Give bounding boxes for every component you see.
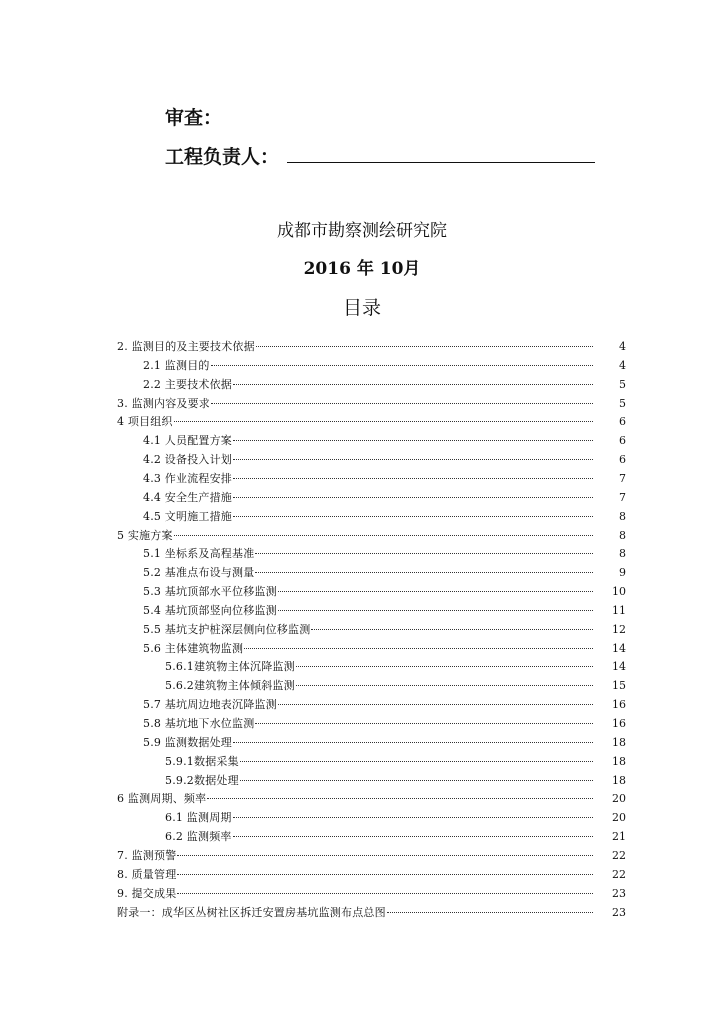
toc-leader-dots (278, 580, 593, 592)
toc-entry-page-number: 10 (612, 585, 626, 598)
toc-entry-page-number: 20 (612, 792, 626, 805)
toc-leader-dots (211, 354, 593, 366)
toc-entry-label: 5.9 监测数据处理 (143, 736, 232, 749)
review-label: 审查： (165, 107, 223, 129)
toc-leader-dots (240, 769, 593, 781)
toc-leader-dots (233, 505, 593, 517)
toc-entry-page-number: 7 (619, 491, 626, 504)
toc-entry-page-number: 6 (619, 434, 626, 447)
toc-entry-page-number: 18 (612, 774, 626, 787)
toc-entry-page-number: 7 (619, 472, 626, 485)
toc-entry-label: 附录一：成华区丛树社区拆迁安置房基坑监测布点总图 (117, 906, 386, 919)
toc-entry-label: 5.6.1建筑物主体沉降监测 (165, 660, 295, 673)
toc-entry-page-number: 9 (619, 566, 626, 579)
toc-leader-dots (256, 335, 593, 347)
toc-leader-dots (233, 486, 593, 498)
toc-entry-label: 5.5 基坑支护桩深层侧向位移监测 (143, 623, 311, 636)
toc-entry-label: 4.5 文明施工措施 (143, 510, 232, 523)
toc-leader-dots (387, 901, 593, 913)
toc-entry-label: 5.6.2建筑物主体倾斜监测 (165, 679, 295, 692)
toc-entry-label: 5.9.1数据采集 (165, 755, 239, 768)
toc-leader-dots (240, 750, 593, 762)
toc-entry-label: 6 监测周期、频率 (117, 792, 207, 805)
toc-entry-page-number: 4 (619, 340, 626, 353)
toc-leader-dots (233, 373, 593, 385)
toc-leader-dots (255, 561, 593, 573)
toc-leader-dots (296, 674, 593, 686)
signature-line (287, 162, 595, 163)
toc-leader-dots (233, 806, 593, 818)
toc-entry-label: 6.1 监测周期 (165, 811, 232, 824)
toc-entry-page-number: 20 (612, 811, 626, 824)
toc-leader-dots (177, 844, 593, 856)
toc-entry-page-number: 14 (612, 642, 626, 655)
document-date: 2016 年 10月 (303, 259, 421, 279)
toc-entry-page-number: 11 (612, 604, 626, 617)
toc-entry-label: 4.2 设备投入计划 (143, 453, 232, 466)
toc-leader-dots (174, 524, 593, 536)
toc-entry-page-number: 18 (612, 736, 626, 749)
toc-entry-label: 5.3 基坑顶部水平位移监测 (143, 585, 277, 598)
toc-leader-dots (311, 618, 593, 630)
toc-leader-dots (174, 410, 593, 422)
toc-entry[interactable] (117, 903, 594, 922)
project-owner-label: 工程负责人： (165, 146, 280, 168)
toc-entry-page-number: 22 (612, 849, 626, 862)
toc-leader-dots (255, 542, 593, 554)
toc-entry-label: 3. 监测内容及要求 (117, 397, 210, 410)
toc-entry-page-number: 8 (619, 510, 626, 523)
toc-entry-page-number: 22 (612, 868, 626, 881)
toc-entry-page-number: 6 (619, 453, 626, 466)
toc-entry-page-number: 23 (612, 906, 626, 919)
toc-entry-label: 4.1 人员配置方案 (143, 434, 232, 447)
toc-entry-page-number: 18 (612, 755, 626, 768)
toc-leader-dots (244, 637, 593, 649)
toc-leader-dots (296, 655, 593, 667)
toc-entry-label: 5.2 基准点布设与测量 (143, 566, 255, 579)
toc-entry-label: 5.9.2数据处理 (165, 774, 239, 787)
toc-title: 目录 (342, 297, 381, 319)
toc-entry-page-number: 8 (619, 547, 626, 560)
toc-leader-dots (233, 429, 593, 441)
toc-entry-page-number: 5 (619, 397, 626, 410)
toc-entry-label: 2.1 监测目的 (143, 359, 210, 372)
toc-entry-label: 2. 监测目的及主要技术依据 (117, 340, 255, 353)
toc-entry-label: 4.3 作业流程安排 (143, 472, 232, 485)
toc-leader-dots (177, 882, 593, 894)
toc-entry-page-number: 15 (612, 679, 626, 692)
toc-entry-page-number: 4 (619, 359, 626, 372)
toc-entry-label: 4 项目组织 (117, 415, 173, 428)
toc-entry-label: 7. 监测预警 (117, 849, 177, 862)
toc-entry-label: 5.8 基坑地下水位监测 (143, 717, 255, 730)
toc-entry-label: 4.4 安全生产措施 (143, 491, 232, 504)
toc-entry-page-number: 21 (612, 830, 626, 843)
toc-leader-dots (278, 693, 593, 705)
toc-entry-label: 6.2 监测频率 (165, 830, 232, 843)
toc-leader-dots (177, 863, 593, 875)
toc-entry-label: 5 实施方案 (117, 529, 173, 542)
toc-leader-dots (278, 599, 593, 611)
toc-leader-dots (255, 712, 593, 724)
toc-entry-page-number: 14 (612, 660, 626, 673)
toc-entry-page-number: 23 (612, 887, 626, 900)
toc-leader-dots (211, 392, 593, 404)
toc-entry-label: 5.7 基坑周边地表沉降监测 (143, 698, 277, 711)
toc-entry-page-number: 16 (612, 717, 626, 730)
toc-leader-dots (233, 448, 593, 460)
toc-entry-page-number: 12 (612, 623, 626, 636)
toc-entry-label: 2.2 主要技术依据 (143, 378, 232, 391)
toc-entry-page-number: 5 (619, 378, 626, 391)
toc-entry-page-number: 8 (619, 529, 626, 542)
toc-leader-dots (233, 731, 593, 743)
toc-entry-label: 5.4 基坑顶部竖向位移监测 (143, 604, 277, 617)
toc-entry-page-number: 6 (619, 415, 626, 428)
toc-leader-dots (233, 825, 593, 837)
toc-leader-dots (233, 467, 593, 479)
toc-entry-label: 5.1 坐标系及高程基准 (143, 547, 255, 560)
toc-entry-label: 9. 提交成果 (117, 887, 177, 900)
toc-entry-label: 5.6 主体建筑物监测 (143, 642, 244, 655)
toc-entry-page-number: 16 (612, 698, 626, 711)
institute-name: 成都市勘察测绘研究院 (277, 221, 447, 241)
toc-entry-label: 8. 质量管理 (117, 868, 177, 881)
toc-leader-dots (207, 787, 593, 799)
